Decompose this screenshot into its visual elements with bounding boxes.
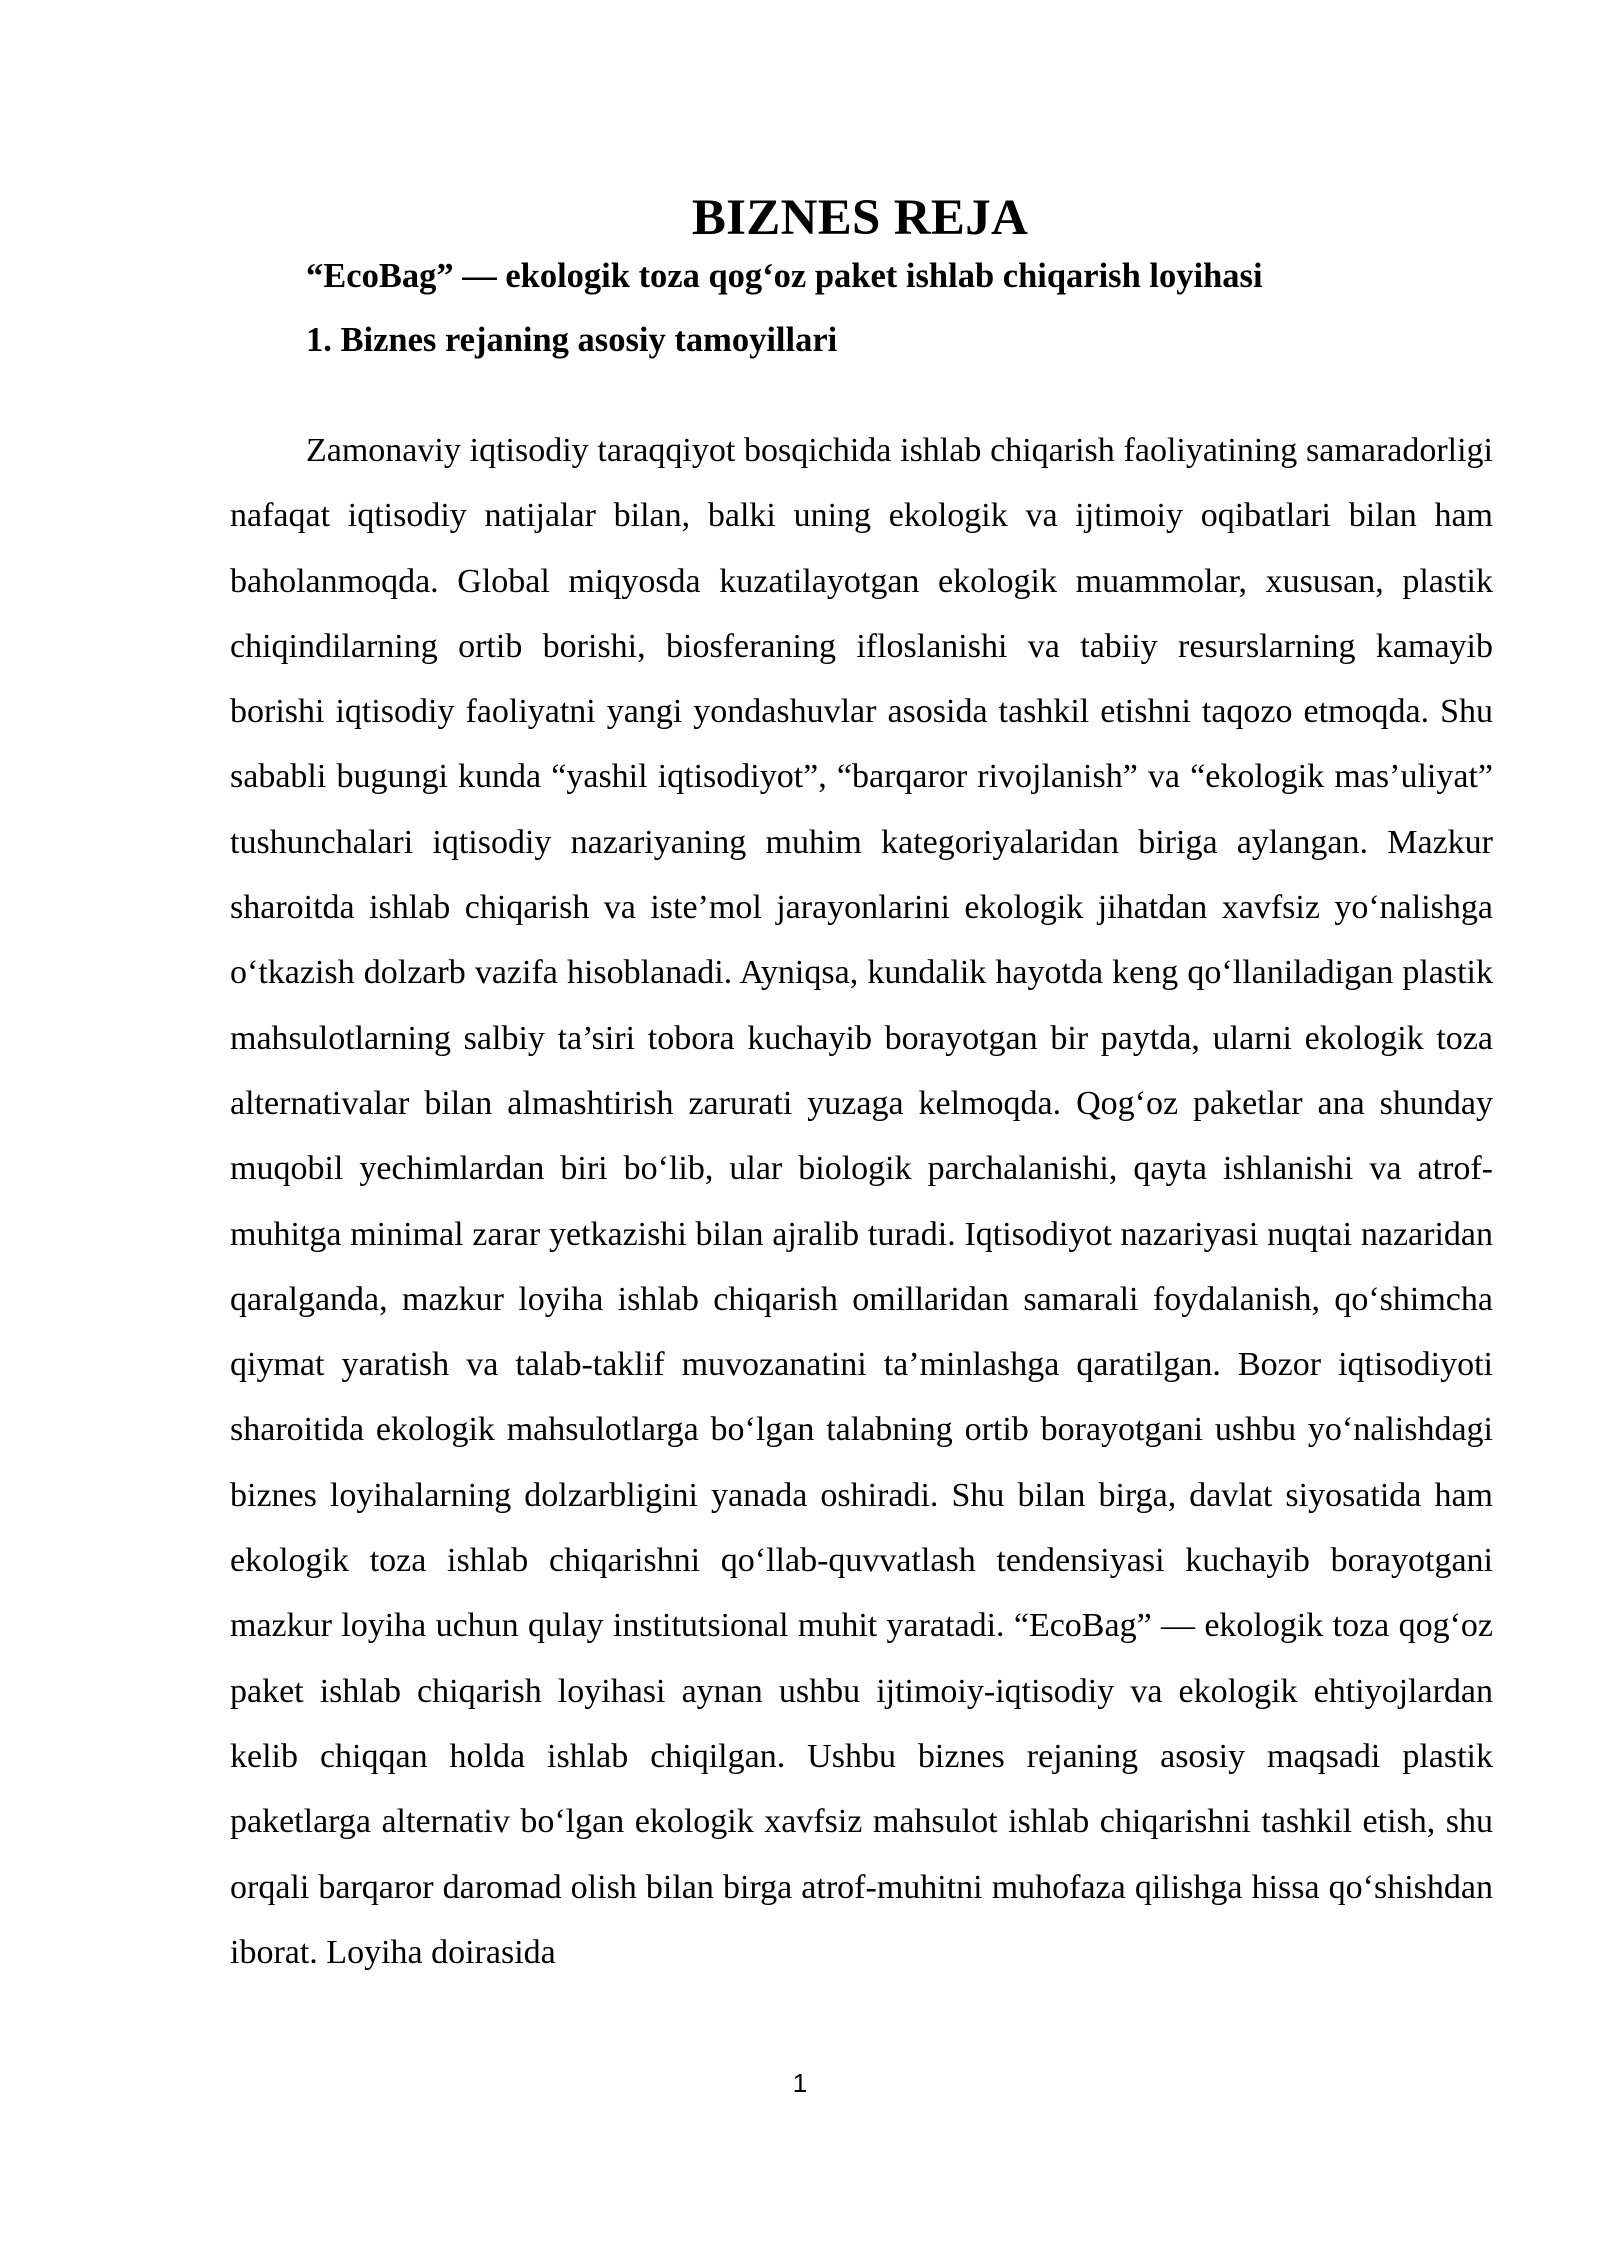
document-title: BIZNES REJA (691, 190, 1029, 246)
body-paragraph: Zamonaviy iqtisodiy taraqqiyot bosqichida ishlab chiqarish faoliyatining samaradorligi nafaqat iqtisodiy natijalar bilan, balki uning ekologik va ijtimoiy oqibatlari bilan ham baholanmoqda. Global miqyosda kuzatilayotgan ekologik muammolar, xususan, plastik chiqindilarning ortib borishi, biosferaning ifloslanishi va tabiiy resurslarning kamayib borishi iqtisodiy faoliyatni yangi yondashuvlar asosida tashkil etishni taqozo etmoqda. Shu sababli bugungi kunda “yashil iqtisodiyot”, “barqaror rivojlanish” va “ekologik mas’uliyat” tushunchalari iqtisodiy nazariyaning muhim kategoriyalaridan biriga aylangan. Mazkur sharoitda ishlab chiqarish va iste’mol jarayonlarini ekologik jihatdan xavfsiz yo‘nalishga o‘tkazish dolzarb vazifa hisoblanadi. Ayniqsa, kundalik hayotda keng qo‘llaniladigan plastik mahsulotlarning salbiy ta’siri tobora kuchayib borayotgan bir paytda, ularni ekologik toza alternativalar bilan almashtirish zarurati yuzaga kelmoqda. Qog‘oz paketlar ana shunday muqobil yechimlardan biri bo‘lib, ular biologik parchalanishi, qayta ishlanishi va atrof-muhitga minimal zarar yetkazishi bilan ajralib turadi. Iqtisodiyot nazariyasi nuqtai nazaridan qaralganda, mazkur loyiha ishlab chiqarish omillaridan samarali foydalanish, qo‘shimcha qiymat yaratish va talab-taklif muvozanatini ta’minlashga qaratilgan. Bozor iqtisodiyoti sharoitida ekologik mahsulotlarga bo‘lgan talabning ortib borayotgani ushbu yo‘nalishdagi biznes loyihalarning dolzarbligini yanada oshiradi. Shu bilan birga, davlat siyosatida ham ekologik toza ishlab chiqarishni qo‘llab-quvvatlash tendensiyasi kuchayib borayotgani mazkur loyiha uchun qulay institutsional muhit yaratadi. “EcoBag” — ekologik toza qog‘oz paket ishlab chiqarish loyihasi aynan ushbu ijtimoiy-iqtisodiy va ekologik ehtiyojlardan kelib chiqqan holda ishlab chiqilgan. Ushbu biznes rejaning asosiy maqsadi plastik paketlarga alternativ bo‘lgan ekologik xavfsiz mahsulot ishlab chiqarishni tashkil etish, shu orqali barqaror daromad olish bilan birga atrof-muhitni muhofaza qilishga hissa qo‘shishdan iborat. Loyiha doirasida (230, 432, 1493, 1971)
document-subtitle: “EcoBag” — ekologik toza qog‘oz paket ishlab chiqarish loyihasi (306, 257, 1263, 295)
section-heading: 1. Biznes rejaning asosiy tamoyillari (306, 321, 838, 359)
page-number: 1 (792, 2068, 808, 2098)
